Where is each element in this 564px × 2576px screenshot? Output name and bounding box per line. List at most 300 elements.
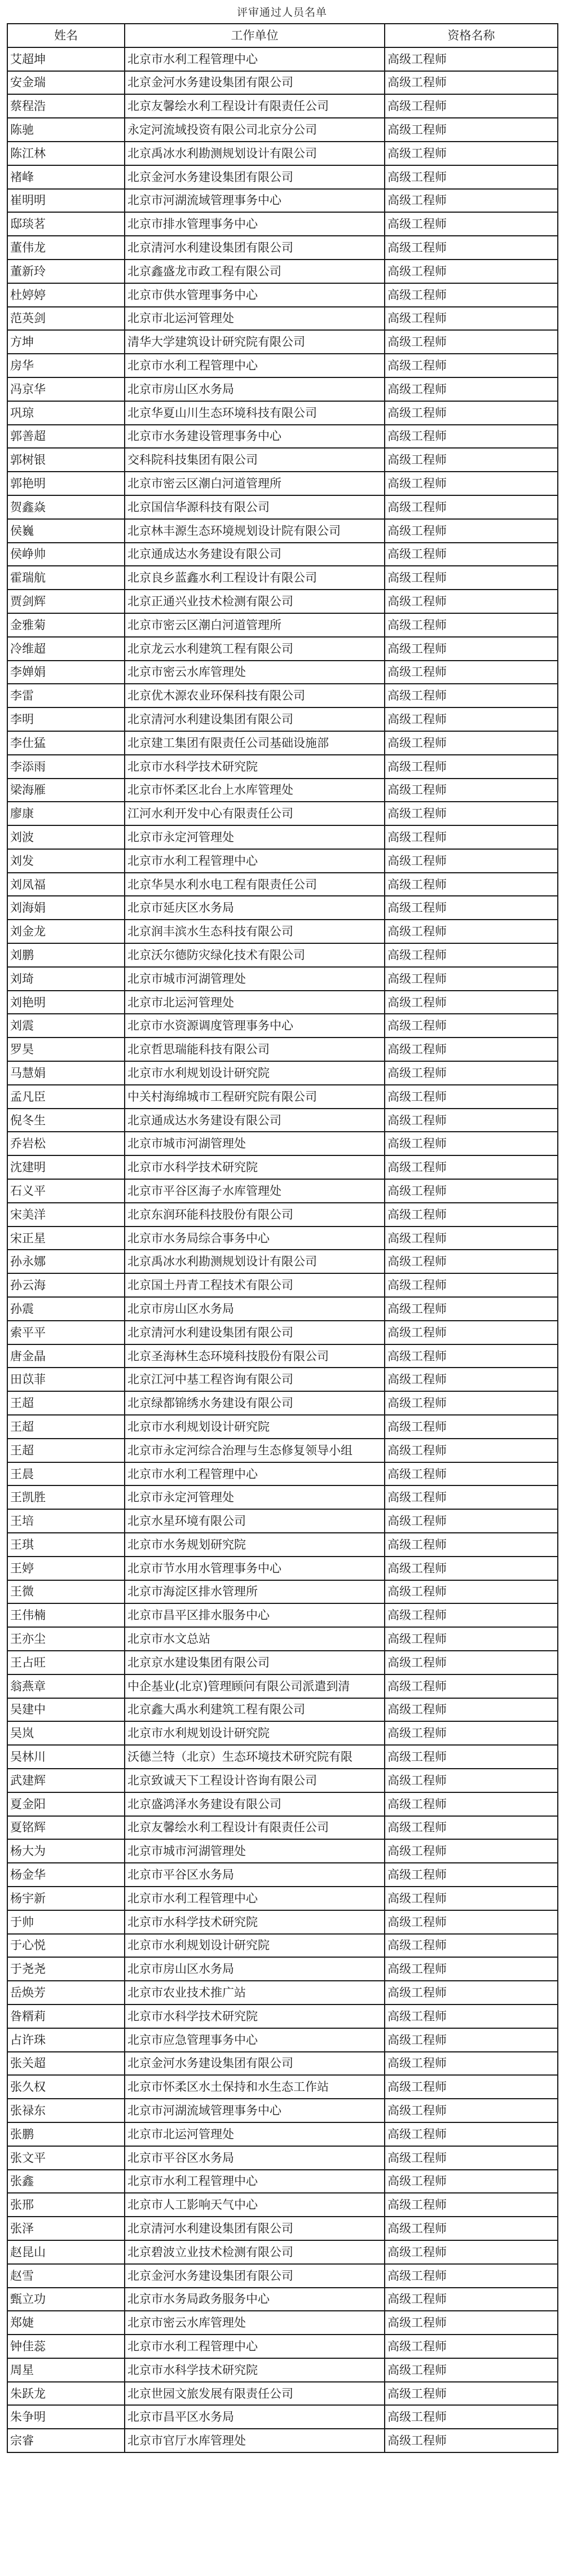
cell-unit: 北京市水利工程管理中心 [125,1887,385,1910]
cell-unit: 北京市水利工程管理中心 [125,2170,385,2193]
cell-name: 霍瑞航 [7,566,125,590]
cell-name: 贺鑫焱 [7,495,125,519]
cell-unit: 北京清河水利建设集团有限公司 [125,236,385,260]
cell-unit: 北京良乡蓝鑫水利工程设计有限公司 [125,566,385,590]
cell-qualification: 高级工程师 [385,1674,558,1698]
cell-unit: 北京鑫大禹水利建筑工程有限公司 [125,1698,385,1722]
cell-unit: 北京优木源农业环保科技有限公司 [125,684,385,707]
cell-name: 王琪 [7,1533,125,1557]
table-row [7,1533,558,1557]
cell-name: 王婷 [7,1557,125,1580]
cell-name: 崔明明 [7,189,125,213]
table-row [7,1580,558,1604]
cell-qualification: 高级工程师 [385,943,558,967]
cell-unit: 北京建工集团有限责任公司基础设施部 [125,731,385,755]
table-row [7,1155,558,1179]
cell-name: 侯峥帅 [7,543,125,566]
cell-name: 吴岚 [7,1721,125,1745]
cell-name: 董伟龙 [7,236,125,260]
cell-name: 杜婷婷 [7,283,125,307]
table-row [7,543,558,566]
cell-name: 夏铭辉 [7,1816,125,1840]
cell-qualification: 高级工程师 [385,1132,558,1155]
cell-unit: 永定河流域投资有限公司北京分公司 [125,118,385,142]
table-row [7,1368,558,1391]
cell-unit: 北京市水科学技术研究院 [125,755,385,779]
cell-qualification: 高级工程师 [385,731,558,755]
cell-name: 李仕猛 [7,731,125,755]
table-row [7,2099,558,2122]
table-row [7,2264,558,2288]
cell-qualification: 高级工程师 [385,1415,558,1439]
cell-qualification: 高级工程师 [385,1603,558,1627]
table-row [7,2382,558,2406]
cell-qualification: 高级工程师 [385,1155,558,1179]
cell-qualification: 高级工程师 [385,1557,558,1580]
table-row [7,1297,558,1321]
table-row [7,2052,558,2076]
cell-qualification: 高级工程师 [385,472,558,495]
cell-qualification: 高级工程师 [385,2264,558,2288]
table-row [7,1603,558,1627]
cell-name: 刘鹏 [7,943,125,967]
table-row [7,448,558,472]
table-row [7,943,558,967]
table-row [7,1227,558,1250]
cell-name: 张鑫 [7,2170,125,2193]
cell-name: 梁海雁 [7,779,125,802]
cell-name: 王微 [7,1580,125,1604]
cell-qualification: 高级工程师 [385,1627,558,1651]
cell-qualification: 高级工程师 [385,448,558,472]
cell-name: 安金瑞 [7,71,125,95]
cell-name: 占许珠 [7,2028,125,2052]
cell-name: 李添雨 [7,755,125,779]
column-header-name: 姓名 [7,24,125,47]
table-row [7,142,558,165]
column-header-unit: 工作单位 [125,24,385,47]
cell-unit: 北京润丰滨水生态科技有限公司 [125,920,385,943]
table-row [7,967,558,991]
table-row [7,2358,558,2382]
cell-unit: 北京清河水利建设集团有限公司 [125,707,385,731]
cell-qualification: 高级工程师 [385,2288,558,2311]
cell-name: 杨宇新 [7,1887,125,1910]
cell-unit: 北京致诚天下工程设计咨询有限公司 [125,1769,385,1792]
cell-name: 赵雪 [7,2264,125,2288]
cell-unit: 北京市农业技术推广站 [125,1981,385,2004]
cell-unit: 北京市排水管理事务中心 [125,212,385,236]
cell-qualification: 高级工程师 [385,2170,558,2193]
table-row [7,2288,558,2311]
table-row [7,1415,558,1439]
table-row [7,2217,558,2240]
cell-unit: 北京市水利规划设计研究院 [125,1415,385,1439]
table-row [7,2146,558,2170]
cell-qualification: 高级工程师 [385,118,558,142]
cell-name: 刘海娟 [7,896,125,920]
cell-qualification: 高级工程师 [385,1085,558,1109]
cell-qualification: 高级工程师 [385,1227,558,1250]
cell-qualification: 高级工程师 [385,2335,558,2358]
cell-unit: 北京林丰源生态环境规划设计院有限公司 [125,519,385,543]
table-row [7,401,558,425]
table-row [7,1391,558,1415]
cell-qualification: 高级工程师 [385,1863,558,1887]
cell-unit: 江河水利开发中心有限责任公司 [125,802,385,825]
cell-name: 艾超坤 [7,47,125,71]
cell-qualification: 高级工程师 [385,425,558,449]
cell-qualification: 高级工程师 [385,920,558,943]
cell-unit: 北京市城市河湖管理处 [125,967,385,991]
table-row [7,1485,558,1509]
cell-unit: 北京市永定河管理处 [125,1485,385,1509]
cell-name: 金雅菊 [7,613,125,637]
cell-qualification: 高级工程师 [385,1109,558,1132]
cell-unit: 北京市平谷区海子水库管理处 [125,1179,385,1203]
cell-name: 邸琰茗 [7,212,125,236]
cell-name: 田苡菲 [7,1368,125,1391]
cell-name: 于心悦 [7,1934,125,1958]
cell-unit: 沃德兰特（北京）生态环境技术研究院有限 [125,1745,385,1769]
table-row [7,2405,558,2429]
cell-name: 昝糈莉 [7,2004,125,2028]
table-header [7,24,558,47]
table-row [7,661,558,684]
cell-unit: 北京市人工影响天气中心 [125,2193,385,2217]
cell-name: 刘震 [7,1014,125,1038]
table-row [7,1745,558,1769]
cell-name: 张禄东 [7,2099,125,2122]
table-row [7,2028,558,2052]
cell-name: 张泽 [7,2217,125,2240]
cell-unit: 北京友馨绘水利工程设计有限责任公司 [125,94,385,118]
table-row [7,1674,558,1698]
cell-qualification: 高级工程师 [385,1462,558,1486]
table-row [7,991,558,1014]
cell-unit: 北京哲思瑞能科技有限公司 [125,1038,385,1061]
cell-name: 王凯胜 [7,1485,125,1509]
cell-unit: 北京沃尔德防灾绿化技术有限公司 [125,943,385,967]
table-row [7,2429,558,2452]
cell-unit: 北京市水务建设管理事务中心 [125,425,385,449]
cell-qualification: 高级工程师 [385,2240,558,2264]
cell-name: 王超 [7,1415,125,1439]
table-row [7,1769,558,1792]
table-row [7,684,558,707]
table-row [7,472,558,495]
cell-qualification: 高级工程师 [385,896,558,920]
cell-unit: 北京市城市河湖管理处 [125,1132,385,1155]
cell-unit: 北京市延庆区水务局 [125,896,385,920]
table-body [7,47,558,2452]
cell-qualification: 高级工程师 [385,849,558,873]
cell-qualification: 高级工程师 [385,873,558,896]
cell-unit: 北京金河水务建设集团有限公司 [125,2052,385,2076]
table-row [7,1863,558,1887]
cell-unit: 北京市水务规划研究院 [125,1533,385,1557]
cell-qualification: 高级工程师 [385,495,558,519]
table-row [7,354,558,377]
cell-unit: 北京友馨绘水利工程设计有限责任公司 [125,1816,385,1840]
cell-qualification: 高级工程师 [385,2122,558,2146]
cell-name: 刘波 [7,825,125,849]
cell-name: 郭善超 [7,425,125,449]
cell-unit: 北京圣海林生态环境科技股份有限公司 [125,1344,385,1368]
cell-name: 孟凡臣 [7,1085,125,1109]
cell-unit: 北京市房山区水务局 [125,1957,385,1981]
cell-unit: 北京碧波立业技术检测有限公司 [125,2240,385,2264]
table-row [7,802,558,825]
cell-name: 郭艳明 [7,472,125,495]
table-row [7,1698,558,1722]
cell-unit: 北京市河湖流域管理事务中心 [125,2099,385,2122]
cell-name: 张关超 [7,2052,125,2076]
cell-name: 郭树银 [7,448,125,472]
cell-name: 宋正星 [7,1227,125,1250]
column-header-qualification: 资格名称 [385,24,558,47]
cell-qualification: 高级工程师 [385,2028,558,2052]
table-row [7,755,558,779]
cell-name: 刘凤福 [7,873,125,896]
table-row [7,495,558,519]
cell-name: 张鹏 [7,2122,125,2146]
table-row [7,1651,558,1674]
cell-qualification: 高级工程师 [385,590,558,613]
cell-qualification: 高级工程师 [385,142,558,165]
cell-name: 王超 [7,1391,125,1415]
cell-qualification: 高级工程师 [385,779,558,802]
cell-unit: 北京市北运河管理处 [125,991,385,1014]
cell-qualification: 高级工程师 [385,1250,558,1273]
cell-qualification: 高级工程师 [385,1014,558,1038]
cell-name: 范英剑 [7,307,125,331]
cell-name: 刘琦 [7,967,125,991]
cell-qualification: 高级工程师 [385,1769,558,1792]
cell-name: 岳焕芳 [7,1981,125,2004]
table-row [7,1085,558,1109]
cell-qualification: 高级工程师 [385,307,558,331]
cell-qualification: 高级工程师 [385,2311,558,2335]
cell-name: 王占旺 [7,1651,125,1674]
cell-name: 朱争明 [7,2405,125,2429]
table-row [7,1839,558,1863]
cell-qualification: 高级工程师 [385,566,558,590]
cell-name: 朱跃龙 [7,2382,125,2406]
cell-qualification: 高级工程师 [385,1179,558,1203]
cell-name: 李雷 [7,684,125,707]
table-row [7,1038,558,1061]
cell-qualification: 高级工程师 [385,1721,558,1745]
table-row [7,779,558,802]
cell-name: 蔡程浩 [7,94,125,118]
cell-qualification: 高级工程师 [385,283,558,307]
cell-name: 赵昆山 [7,2240,125,2264]
cell-unit: 北京市怀柔区北台上水库管理处 [125,779,385,802]
cell-qualification: 高级工程师 [385,1439,558,1462]
cell-unit: 北京金河水务建设集团有限公司 [125,2264,385,2288]
cell-qualification: 高级工程师 [385,212,558,236]
cell-qualification: 高级工程师 [385,2405,558,2429]
cell-qualification: 高级工程师 [385,330,558,354]
cell-unit: 中关村海绵城市工程研究院有限公司 [125,1085,385,1109]
table-row [7,1792,558,1816]
cell-name: 马慧娟 [7,1061,125,1085]
table-row [7,1132,558,1155]
cell-qualification: 高级工程师 [385,1533,558,1557]
cell-unit: 北京市北运河管理处 [125,2122,385,2146]
cell-unit: 北京禹冰水利勘测规划设计有限公司 [125,142,385,165]
cell-unit: 北京市昌平区水务局 [125,2405,385,2429]
cell-unit: 北京市水科学技术研究院 [125,1910,385,1934]
cell-unit: 北京市永定河综合治理与生态修复领导小组 [125,1439,385,1462]
cell-qualification: 高级工程师 [385,260,558,283]
table-row [7,825,558,849]
cell-qualification: 高级工程师 [385,707,558,731]
cell-unit: 北京市北运河管理处 [125,307,385,331]
cell-unit: 北京市水利工程管理中心 [125,2335,385,2358]
table-row [7,1462,558,1486]
cell-unit: 中企基业(北京)管理顾问有限公司派遣到清 [125,1674,385,1698]
cell-unit: 交科院科技集团有限公司 [125,448,385,472]
cell-qualification: 高级工程师 [385,2217,558,2240]
cell-qualification: 高级工程师 [385,825,558,849]
cell-name: 夏金阳 [7,1792,125,1816]
table-row [7,2004,558,2028]
cell-qualification: 高级工程师 [385,1297,558,1321]
cell-name: 孙永娜 [7,1250,125,1273]
cell-unit: 北京市怀柔区水土保持和水生态工作站 [125,2075,385,2099]
table-row [7,1910,558,1934]
table-row [7,260,558,283]
cell-unit: 北京京水建设集团有限公司 [125,1651,385,1674]
cell-unit: 北京市水资源调度管理事务中心 [125,1014,385,1038]
cell-qualification: 高级工程师 [385,1816,558,1840]
table-row [7,165,558,189]
cell-unit: 北京国信华源科技有限公司 [125,495,385,519]
table-row [7,1109,558,1132]
cell-name: 冷维超 [7,637,125,661]
cell-qualification: 高级工程师 [385,2382,558,2406]
table-row [7,47,558,71]
table-row [7,849,558,873]
cell-unit: 北京鑫盛龙市政工程有限公司 [125,260,385,283]
cell-name: 宋美洋 [7,1203,125,1227]
cell-unit: 北京市房山区水务局 [125,1297,385,1321]
cell-name: 唐金晶 [7,1344,125,1368]
table-row [7,707,558,731]
cell-qualification: 高级工程师 [385,2099,558,2122]
cell-qualification: 高级工程师 [385,1485,558,1509]
cell-qualification: 高级工程师 [385,1321,558,1344]
table-row [7,1344,558,1368]
cell-name: 石义平 [7,1179,125,1203]
cell-qualification: 高级工程师 [385,165,558,189]
table-row [7,189,558,213]
cell-unit: 北京市河湖流域管理事务中心 [125,189,385,213]
cell-qualification: 高级工程师 [385,1887,558,1910]
cell-qualification: 高级工程师 [385,354,558,377]
cell-qualification: 高级工程师 [385,1745,558,1769]
cell-unit: 北京市水利规划设计研究院 [125,1721,385,1745]
cell-name: 陈驰 [7,118,125,142]
cell-qualification: 高级工程师 [385,1038,558,1061]
cell-qualification: 高级工程师 [385,2429,558,2452]
cell-unit: 北京绿都锦绣水务建设有限公司 [125,1391,385,1415]
table-row [7,1439,558,1462]
cell-name: 房华 [7,354,125,377]
cell-qualification: 高级工程师 [385,1651,558,1674]
cell-qualification: 高级工程师 [385,1580,558,1604]
cell-unit: 北京市节水用水管理事务中心 [125,1557,385,1580]
cell-qualification: 高级工程师 [385,1344,558,1368]
cell-name: 索平平 [7,1321,125,1344]
cell-qualification: 高级工程师 [385,1391,558,1415]
cell-qualification: 高级工程师 [385,236,558,260]
cell-name: 杨大为 [7,1839,125,1863]
table-row [7,71,558,95]
cell-qualification: 高级工程师 [385,755,558,779]
cell-qualification: 高级工程师 [385,802,558,825]
cell-unit: 北京市水科学技术研究院 [125,2358,385,2382]
cell-name: 贾剑辉 [7,590,125,613]
table-row [7,1934,558,1958]
cell-unit: 北京盛鸿泽水务建设有限公司 [125,1792,385,1816]
cell-unit: 北京市水利工程管理中心 [125,849,385,873]
cell-name: 褚峰 [7,165,125,189]
cell-unit: 北京市官厅水库管理处 [125,2429,385,2452]
cell-unit: 北京市水文总站 [125,1627,385,1651]
cell-unit: 北京市密云水库管理处 [125,2311,385,2335]
cell-qualification: 高级工程师 [385,1910,558,1934]
cell-name: 周星 [7,2358,125,2382]
cell-name: 张久权 [7,2075,125,2099]
cell-unit: 北京国土丹青工程技术有限公司 [125,1273,385,1297]
table-row [7,1957,558,1981]
table-row [7,425,558,449]
cell-qualification: 高级工程师 [385,684,558,707]
table-row [7,1179,558,1203]
table-row [7,1014,558,1038]
table-row [7,2193,558,2217]
cell-name: 陈江林 [7,142,125,165]
cell-qualification: 高级工程师 [385,1509,558,1533]
table-row [7,377,558,401]
cell-qualification: 高级工程师 [385,2358,558,2382]
table-row [7,1203,558,1227]
cell-qualification: 高级工程师 [385,1203,558,1227]
cell-unit: 北京市永定河管理处 [125,825,385,849]
cell-name: 宗睿 [7,2429,125,2452]
cell-unit: 北京市水利规划设计研究院 [125,1934,385,1958]
cell-qualification: 高级工程师 [385,661,558,684]
table-row [7,2075,558,2099]
cell-name: 巩琼 [7,401,125,425]
cell-unit: 北京市水务局政务服务中心 [125,2288,385,2311]
cell-unit: 北京金河水务建设集团有限公司 [125,71,385,95]
cell-name: 于尧尧 [7,1957,125,1981]
cell-unit: 北京市水科学技术研究院 [125,1155,385,1179]
cell-unit: 北京正通兴业技术检测有限公司 [125,590,385,613]
cell-unit: 北京江河中基工程咨询有限公司 [125,1368,385,1391]
cell-qualification: 高级工程师 [385,1981,558,2004]
table-row [7,118,558,142]
table-row [7,1061,558,1085]
cell-unit: 北京龙云水利建筑工程有限公司 [125,637,385,661]
cell-qualification: 高级工程师 [385,401,558,425]
cell-name: 孙云海 [7,1273,125,1297]
cell-qualification: 高级工程师 [385,519,558,543]
